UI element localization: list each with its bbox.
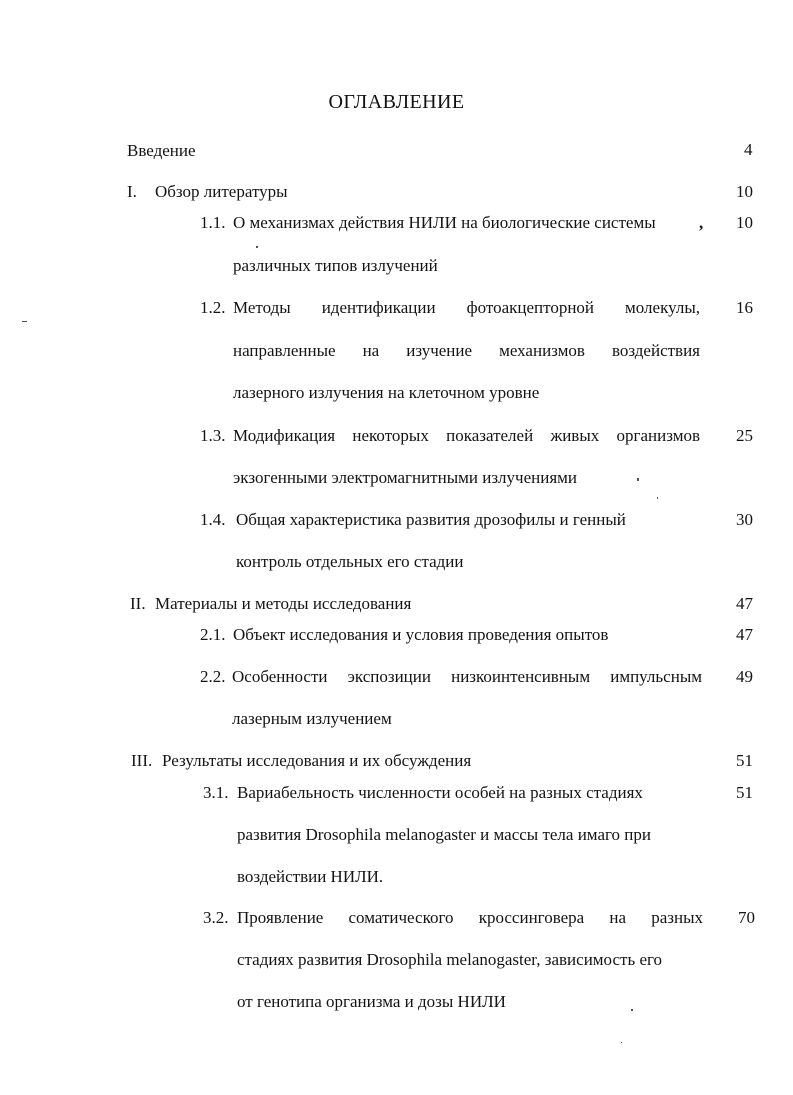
page-title: ОГЛАВЛЕНИЕ [328, 91, 465, 113]
toc-section-2-number: II. [130, 594, 146, 613]
toc-section-1-number: I. [127, 182, 137, 201]
toc-entry-3-1-number: 3.1. [203, 783, 229, 802]
toc-entry-3-1-line3: воздействии НИЛИ. [237, 867, 384, 886]
toc-entry-3-1-page: 51 [736, 783, 753, 802]
toc-entry-3-2-line1: Проявление соматического кроссинговера на разных [237, 908, 703, 927]
toc-entry-1-1-line2: различных типов излучений [233, 256, 438, 275]
toc-entry-1-2-line3: лазерного излучения на клеточном уровне [233, 383, 540, 402]
toc-entry-1-1-number: 1.1. [200, 213, 226, 232]
scan-speck [256, 246, 258, 248]
toc-entry-1-3-line2: экзогенными электромагнитными излучениями [233, 468, 578, 487]
toc-entry-1-3-number: 1.3. [200, 426, 226, 445]
toc-entry-1-2-line1: Методы идентификации фотоакцепторной молекулы, [233, 298, 700, 317]
toc-entry-2-1-number: 2.1. [200, 625, 226, 644]
scan-speck [621, 1042, 622, 1043]
toc-section-3-number: III. [131, 751, 153, 770]
toc-entry-2-1-line1: Объект исследования и условия проведения опытов [233, 625, 609, 644]
toc-entry-3-1-line2: развития Drosophila melanogaster и массы тела имаго при [237, 825, 651, 844]
toc-entry-3-2-line2: стадиях развития Drosophila melanogaster, зависимость его [237, 950, 663, 969]
toc-section-1-page: 10 [736, 182, 753, 201]
toc-entry-1-1-comma: , [699, 213, 704, 232]
toc-entry-1-3-line1: Модификация некоторых показателей живых организмов [233, 426, 700, 445]
toc-entry-3-2-page: 70 [738, 908, 755, 927]
toc-entry-3-2-number: 3.2. [203, 908, 229, 927]
toc-entry-3-2-line3: от генотипа организма и дозы НИЛИ [237, 992, 506, 1011]
toc-entry-2-1-page: 47 [736, 625, 753, 644]
toc-entry-1-1-page: 10 [736, 213, 753, 232]
toc-entry-2-2-number: 2.2. [200, 667, 226, 686]
toc-entry-1-4-number: 1.4. [200, 510, 226, 529]
toc-section-3-page: 51 [736, 751, 753, 770]
toc-entry-1-4-line1: Общая характеристика развития дрозофилы и генный [236, 510, 626, 529]
scan-speck [657, 497, 658, 499]
toc-entry-1-4-line2: контроль отдельных его стадии [236, 552, 464, 571]
toc-entry-1-1-line1: О механизмах действия НИЛИ на биологические системы [233, 213, 656, 232]
toc-section-3-label: Результаты исследования и их обсуждения [162, 751, 472, 770]
toc-entry-intro-page: 4 [744, 140, 753, 159]
toc-entry-1-2-number: 1.2. [200, 298, 226, 317]
toc-entry-1-2-line2: направленные на изучение механизмов воздействия [233, 341, 700, 360]
toc-section-2-page: 47 [736, 594, 753, 613]
toc-entry-1-3-page: 25 [736, 426, 753, 445]
toc-entry-1-4-page: 30 [736, 510, 753, 529]
toc-entry-3-1-line1: Вариабельность численности особей на разных стадиях [237, 783, 643, 802]
toc-entry-intro-label: Введение [127, 141, 196, 160]
scan-speck [631, 1009, 633, 1011]
toc-entry-1-2-page: 16 [736, 298, 753, 317]
toc-entry-2-2-page: 49 [736, 667, 753, 686]
toc-entry-2-2-line1: Особенности экспозиции низкоинтенсивным импульсным [232, 667, 702, 686]
toc-section-1-label: Обзор литературы [155, 182, 288, 201]
toc-entry-2-2-line2: лазерным излучением [232, 709, 392, 728]
toc-section-2-label: Материалы и методы исследования [155, 594, 412, 613]
scan-speck [22, 321, 27, 322]
scan-speck [637, 478, 639, 481]
